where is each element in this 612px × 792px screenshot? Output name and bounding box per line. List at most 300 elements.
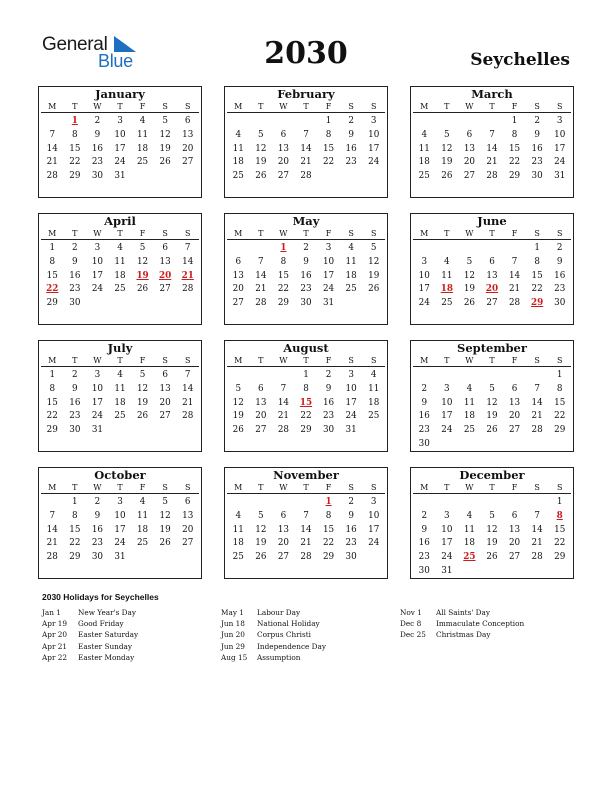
day-cell: 24 bbox=[91, 411, 104, 422]
day-cell: 21 bbox=[300, 538, 312, 549]
day-cell: 12 bbox=[136, 383, 149, 394]
weekday-label: S bbox=[162, 356, 168, 365]
day-cell: 2 bbox=[325, 370, 332, 380]
day-cell: 15 bbox=[277, 270, 290, 281]
day-cell: 10 bbox=[345, 383, 357, 394]
weekday-label: W bbox=[279, 229, 288, 238]
day-cell: 12 bbox=[159, 510, 171, 521]
day-cell: 22 bbox=[69, 538, 81, 549]
weekday-label: F bbox=[325, 356, 332, 365]
weekday-label: S bbox=[534, 483, 540, 492]
empty-cell bbox=[295, 496, 318, 510]
day-cell: 21 bbox=[182, 397, 194, 408]
weekday-header bbox=[227, 228, 385, 240]
day-cell: 17 bbox=[441, 538, 453, 549]
month-title: August bbox=[283, 341, 329, 355]
day-cell: 1 bbox=[511, 116, 518, 126]
day-cell: 5 bbox=[258, 129, 264, 140]
day-cell: 27 bbox=[255, 425, 267, 436]
day-cell: 11 bbox=[232, 143, 244, 154]
day-cell: 21 bbox=[46, 538, 58, 549]
day-cell: 1 bbox=[556, 370, 563, 380]
day-cell: 13 bbox=[159, 383, 171, 394]
day-cell: 28 bbox=[46, 171, 58, 182]
day-cell: 4 bbox=[466, 510, 473, 521]
day-cell: 7 bbox=[280, 383, 287, 394]
weekday-label: M bbox=[234, 102, 243, 111]
weekday-label: M bbox=[234, 229, 243, 238]
holiday-day: 20 bbox=[159, 270, 172, 281]
weekday-label: T bbox=[489, 102, 495, 111]
day-cell: 21 bbox=[255, 284, 267, 295]
day-cell: 1 bbox=[556, 497, 563, 507]
day-cell: 13 bbox=[182, 129, 194, 140]
day-cell: 20 bbox=[277, 157, 290, 168]
day-cell: 24 bbox=[441, 425, 453, 436]
month-april bbox=[38, 213, 202, 325]
month-title: May bbox=[292, 214, 320, 228]
day-cell: 29 bbox=[322, 552, 335, 563]
day-cell: 23 bbox=[91, 538, 104, 549]
weekday-label: T bbox=[303, 356, 309, 365]
day-cell: 24 bbox=[114, 538, 126, 549]
month-may bbox=[224, 213, 388, 325]
weekday-label: S bbox=[348, 483, 354, 492]
day-cell: 9 bbox=[303, 256, 309, 267]
month-october bbox=[38, 467, 202, 579]
day-cell: 12 bbox=[486, 397, 498, 408]
day-cell: 14 bbox=[508, 270, 521, 281]
holiday-name: Immaculate Conception bbox=[436, 619, 525, 629]
day-cell: 8 bbox=[280, 256, 287, 267]
empty-cell bbox=[503, 242, 526, 256]
day-cell: 16 bbox=[418, 538, 430, 549]
weekday-label: F bbox=[139, 483, 146, 492]
day-cell: 30 bbox=[300, 298, 312, 309]
day-cell: 3 bbox=[370, 497, 377, 507]
month-march bbox=[410, 86, 574, 198]
day-cell: 31 bbox=[441, 565, 453, 576]
day-cell: 7 bbox=[303, 510, 309, 521]
day-cell: 4 bbox=[370, 370, 377, 380]
weekday-label: T bbox=[72, 356, 78, 365]
holiday-day: 1 bbox=[325, 497, 332, 507]
empty-cell bbox=[413, 242, 436, 256]
day-cell: 30 bbox=[91, 171, 104, 182]
day-cell: 9 bbox=[348, 129, 354, 140]
holiday-day: 20 bbox=[485, 284, 499, 295]
day-cell: 29 bbox=[277, 298, 290, 309]
day-cell: 9 bbox=[348, 510, 354, 521]
day-cell: 26 bbox=[486, 552, 498, 563]
month-title: June bbox=[477, 214, 507, 228]
weekday-label: S bbox=[556, 102, 563, 111]
day-cell: 28 bbox=[255, 298, 267, 309]
weekday-label: T bbox=[444, 229, 450, 238]
holiday-row bbox=[221, 618, 326, 629]
day-cell: 29 bbox=[69, 171, 81, 182]
day-grid bbox=[413, 369, 571, 452]
day-cell: 2 bbox=[348, 116, 354, 126]
weekday-label: T bbox=[72, 102, 78, 111]
weekday-header bbox=[227, 101, 385, 113]
weekday-label: S bbox=[370, 229, 377, 238]
day-cell: 26 bbox=[159, 157, 171, 168]
day-cell: 3 bbox=[444, 510, 450, 521]
day-cell: 23 bbox=[554, 284, 566, 295]
empty-cell bbox=[250, 496, 273, 510]
day-cell: 13 bbox=[159, 256, 171, 267]
month-september bbox=[410, 340, 574, 452]
day-cell: 20 bbox=[255, 411, 267, 422]
day-cell: 12 bbox=[463, 270, 476, 281]
day-cell: 11 bbox=[418, 143, 430, 154]
day-cell: 4 bbox=[421, 129, 428, 140]
holiday-row bbox=[400, 607, 524, 618]
day-cell: 6 bbox=[184, 116, 191, 126]
weekday-header bbox=[41, 228, 199, 240]
holiday-row bbox=[42, 618, 138, 629]
day-cell: 23 bbox=[69, 284, 81, 295]
month-title: December bbox=[459, 468, 525, 482]
day-cell: 4 bbox=[235, 510, 242, 521]
day-cell: 16 bbox=[69, 270, 81, 281]
day-cell: 10 bbox=[368, 129, 380, 140]
day-cell: 11 bbox=[345, 256, 357, 267]
day-cell: 2 bbox=[421, 510, 428, 521]
day-cell: 13 bbox=[277, 524, 290, 535]
weekday-label: W bbox=[93, 356, 102, 365]
weekday-label: S bbox=[370, 102, 377, 111]
day-cell: 15 bbox=[322, 524, 335, 535]
empty-cell bbox=[526, 369, 549, 383]
day-cell: 27 bbox=[277, 552, 290, 563]
day-cell: 22 bbox=[554, 411, 566, 422]
weekday-label: T bbox=[117, 356, 123, 365]
weekday-label: F bbox=[139, 229, 146, 238]
day-cell: 22 bbox=[300, 411, 312, 422]
day-cell: 22 bbox=[322, 157, 335, 168]
day-cell: 23 bbox=[69, 411, 81, 422]
day-cell: 28 bbox=[300, 171, 312, 182]
day-cell: 19 bbox=[255, 538, 267, 549]
day-cell: 13 bbox=[486, 270, 498, 281]
day-cell: 18 bbox=[114, 270, 126, 281]
day-cell: 7 bbox=[49, 129, 56, 140]
day-cell: 22 bbox=[531, 284, 543, 295]
day-cell: 13 bbox=[508, 397, 521, 408]
day-cell: 7 bbox=[489, 129, 495, 140]
day-cell: 20 bbox=[508, 411, 521, 422]
empty-cell bbox=[481, 496, 504, 510]
day-cell: 15 bbox=[46, 270, 58, 281]
weekday-label: M bbox=[234, 483, 243, 492]
day-cell: 28 bbox=[531, 425, 543, 436]
empty-cell bbox=[436, 496, 459, 510]
day-cell: 13 bbox=[232, 270, 244, 281]
day-cell: 28 bbox=[486, 171, 498, 182]
day-cell: 3 bbox=[117, 497, 123, 507]
day-cell: 29 bbox=[508, 171, 521, 182]
empty-cell bbox=[227, 242, 250, 256]
weekday-header bbox=[41, 482, 199, 494]
day-cell: 16 bbox=[91, 524, 104, 535]
day-cell: 28 bbox=[182, 411, 194, 422]
day-cell: 8 bbox=[49, 383, 56, 394]
day-cell: 27 bbox=[159, 284, 171, 295]
day-cell: 8 bbox=[325, 129, 332, 140]
day-cell: 4 bbox=[117, 243, 123, 253]
holiday-date: Jun 20 bbox=[221, 630, 245, 640]
empty-cell bbox=[413, 369, 436, 383]
day-cell: 17 bbox=[554, 143, 566, 154]
holiday-day: 8 bbox=[556, 510, 563, 521]
day-cell: 17 bbox=[345, 397, 357, 408]
day-cell: 27 bbox=[463, 171, 476, 182]
day-cell: 19 bbox=[232, 411, 244, 422]
empty-cell bbox=[458, 369, 481, 383]
weekday-label: F bbox=[139, 356, 146, 365]
day-cell: 19 bbox=[159, 524, 171, 535]
holiday-day: 21 bbox=[181, 270, 194, 281]
weekday-header bbox=[413, 482, 571, 494]
day-cell: 17 bbox=[91, 397, 104, 408]
day-cell: 22 bbox=[322, 538, 335, 549]
empty-cell bbox=[272, 369, 295, 383]
day-cell: 10 bbox=[418, 270, 430, 281]
day-cell: 20 bbox=[508, 538, 521, 549]
day-cell: 24 bbox=[91, 284, 104, 295]
weekday-label: S bbox=[184, 229, 191, 238]
weekday-label: W bbox=[465, 356, 474, 365]
day-cell: 6 bbox=[258, 383, 264, 394]
weekday-label: F bbox=[511, 229, 518, 238]
day-cell: 6 bbox=[280, 129, 287, 140]
day-cell: 12 bbox=[255, 524, 267, 535]
holiday-date: Jun 18 bbox=[221, 619, 245, 629]
day-cell: 6 bbox=[511, 510, 518, 521]
day-cell: 8 bbox=[49, 256, 56, 267]
day-cell: 26 bbox=[232, 425, 244, 436]
day-cell: 2 bbox=[421, 383, 428, 394]
weekday-label: W bbox=[93, 102, 102, 111]
day-cell: 11 bbox=[441, 270, 453, 281]
weekday-label: W bbox=[465, 229, 474, 238]
holiday-name: Christmas Day bbox=[436, 630, 491, 640]
empty-cell bbox=[481, 242, 504, 256]
empty-cell bbox=[436, 115, 459, 129]
day-cell: 11 bbox=[114, 256, 126, 267]
holiday-date: Apr 19 bbox=[42, 619, 68, 629]
day-cell: 23 bbox=[345, 538, 357, 549]
weekday-label: S bbox=[556, 483, 563, 492]
holiday-date: Apr 20 bbox=[42, 630, 68, 640]
day-cell: 9 bbox=[94, 129, 101, 140]
day-cell: 25 bbox=[232, 171, 244, 182]
holiday-name: Independence Day bbox=[257, 641, 326, 651]
day-cell: 21 bbox=[486, 157, 498, 168]
day-cell: 15 bbox=[508, 143, 521, 154]
day-cell: 5 bbox=[370, 243, 377, 253]
day-cell: 25 bbox=[463, 425, 476, 436]
weekday-label: W bbox=[465, 483, 474, 492]
holiday-row bbox=[221, 607, 326, 618]
day-cell: 29 bbox=[46, 425, 58, 436]
day-cell: 6 bbox=[184, 497, 191, 507]
weekday-label: F bbox=[325, 483, 332, 492]
day-cell: 17 bbox=[114, 143, 126, 154]
weekday-label: M bbox=[48, 102, 57, 111]
holiday-name: National Holiday bbox=[257, 619, 320, 629]
weekday-label: F bbox=[511, 483, 518, 492]
day-cell: 27 bbox=[159, 411, 171, 422]
day-cell: 20 bbox=[277, 538, 290, 549]
holiday-date: Dec 8 bbox=[400, 619, 422, 629]
day-cell: 15 bbox=[69, 143, 81, 154]
holiday-date: Apr 22 bbox=[42, 652, 68, 662]
day-cell: 4 bbox=[117, 370, 123, 380]
weekday-label: S bbox=[348, 229, 354, 238]
day-cell: 4 bbox=[348, 243, 354, 253]
weekday-label: T bbox=[72, 229, 78, 238]
day-grid bbox=[413, 496, 571, 579]
day-cell: 21 bbox=[531, 538, 543, 549]
day-cell: 2 bbox=[303, 243, 309, 253]
day-cell: 11 bbox=[232, 524, 244, 535]
weekday-label: T bbox=[489, 483, 495, 492]
day-cell: 4 bbox=[139, 497, 146, 507]
weekday-label: S bbox=[184, 102, 191, 111]
day-cell: 15 bbox=[69, 524, 81, 535]
weekday-label: T bbox=[258, 356, 264, 365]
day-cell: 26 bbox=[136, 411, 149, 422]
day-grid bbox=[413, 242, 571, 311]
day-grid bbox=[227, 242, 385, 311]
day-cell: 26 bbox=[159, 538, 171, 549]
day-cell: 3 bbox=[117, 116, 123, 126]
day-grid bbox=[41, 242, 199, 311]
day-cell: 11 bbox=[114, 383, 126, 394]
weekday-label: S bbox=[534, 356, 540, 365]
day-cell: 25 bbox=[345, 284, 357, 295]
weekday-label: F bbox=[511, 102, 518, 111]
day-cell: 3 bbox=[325, 243, 332, 253]
day-cell: 9 bbox=[556, 256, 563, 267]
day-cell: 24 bbox=[441, 552, 453, 563]
day-cell: 5 bbox=[466, 256, 473, 267]
day-cell: 7 bbox=[258, 256, 264, 267]
day-cell: 27 bbox=[232, 298, 244, 309]
day-cell: 16 bbox=[418, 411, 430, 422]
empty-cell bbox=[250, 115, 273, 129]
day-cell: 31 bbox=[91, 425, 104, 436]
day-cell: 14 bbox=[182, 383, 194, 394]
day-cell: 20 bbox=[232, 284, 244, 295]
day-cell: 17 bbox=[368, 524, 380, 535]
day-cell: 2 bbox=[72, 370, 78, 380]
weekday-label: T bbox=[258, 483, 264, 492]
day-cell: 22 bbox=[277, 284, 290, 295]
day-cell: 8 bbox=[534, 256, 540, 267]
day-cell: 31 bbox=[114, 552, 126, 563]
day-cell: 9 bbox=[325, 383, 332, 394]
day-grid bbox=[227, 496, 385, 565]
month-title: October bbox=[94, 468, 146, 482]
weekday-label: M bbox=[420, 356, 429, 365]
month-july bbox=[38, 340, 202, 452]
day-cell: 25 bbox=[441, 298, 453, 309]
day-cell: 13 bbox=[508, 524, 521, 535]
day-cell: 3 bbox=[421, 256, 428, 267]
holiday-column bbox=[42, 607, 138, 663]
day-cell: 3 bbox=[444, 383, 450, 394]
day-cell: 18 bbox=[345, 270, 357, 281]
calendar-year: 2030 bbox=[264, 36, 348, 71]
weekday-label: M bbox=[48, 229, 57, 238]
day-cell: 7 bbox=[534, 383, 540, 394]
empty-cell bbox=[458, 115, 481, 129]
weekday-header bbox=[41, 355, 199, 367]
holiday-row bbox=[400, 629, 524, 640]
holiday-date: Jan 1 bbox=[42, 608, 61, 617]
empty-cell bbox=[526, 496, 549, 510]
day-cell: 13 bbox=[277, 143, 290, 154]
day-cell: 30 bbox=[345, 552, 357, 563]
holiday-row bbox=[221, 629, 326, 640]
day-grid bbox=[41, 369, 199, 438]
day-cell: 6 bbox=[235, 256, 242, 267]
day-cell: 23 bbox=[300, 284, 312, 295]
day-cell: 6 bbox=[280, 510, 287, 521]
empty-cell bbox=[227, 369, 250, 383]
day-cell: 21 bbox=[508, 284, 521, 295]
weekday-label: S bbox=[162, 483, 168, 492]
day-cell: 25 bbox=[368, 411, 380, 422]
day-cell: 18 bbox=[232, 157, 244, 168]
day-cell: 24 bbox=[418, 298, 430, 309]
day-cell: 19 bbox=[368, 270, 380, 281]
day-cell: 2 bbox=[534, 116, 540, 126]
empty-cell bbox=[295, 115, 318, 129]
day-cell: 25 bbox=[114, 411, 126, 422]
day-cell: 17 bbox=[322, 270, 335, 281]
weekday-header bbox=[413, 228, 571, 240]
weekday-label: W bbox=[279, 483, 288, 492]
day-cell: 16 bbox=[345, 524, 357, 535]
day-cell: 31 bbox=[114, 171, 126, 182]
weekday-label: T bbox=[117, 483, 123, 492]
day-cell: 26 bbox=[441, 171, 453, 182]
logo-text-blue: Blue bbox=[98, 51, 133, 71]
day-cell: 23 bbox=[418, 552, 430, 563]
day-cell: 14 bbox=[46, 524, 58, 535]
weekday-label: F bbox=[139, 102, 146, 111]
day-cell: 5 bbox=[162, 497, 168, 507]
day-cell: 10 bbox=[114, 129, 126, 140]
day-cell: 12 bbox=[232, 397, 244, 408]
day-cell: 18 bbox=[463, 411, 476, 422]
weekday-label: W bbox=[93, 483, 102, 492]
day-cell: 10 bbox=[91, 383, 104, 394]
month-title: July bbox=[107, 341, 133, 355]
holiday-row bbox=[400, 618, 524, 629]
day-cell: 18 bbox=[232, 538, 244, 549]
weekday-label: T bbox=[117, 229, 123, 238]
day-cell: 19 bbox=[441, 157, 453, 168]
day-cell: 1 bbox=[325, 116, 332, 126]
weekday-label: T bbox=[258, 229, 264, 238]
day-cell: 4 bbox=[139, 116, 146, 126]
